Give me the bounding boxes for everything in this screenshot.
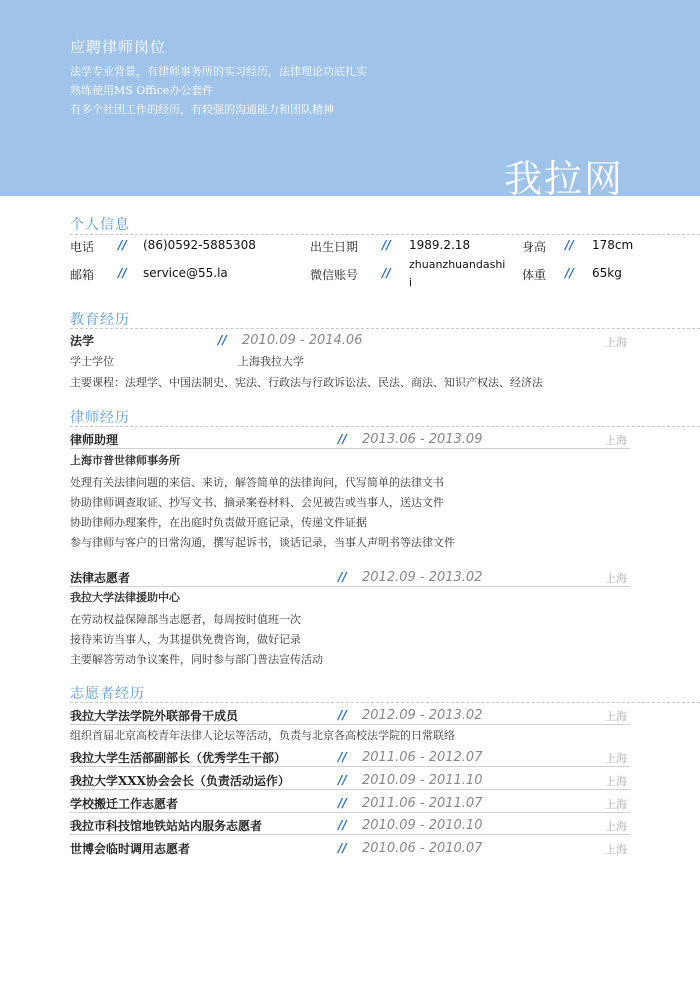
wechat-value: zhuanzhuandashi (409, 258, 506, 271)
volunteer-location: 上海 (605, 775, 627, 788)
section-divider (70, 426, 700, 427)
job-location: 上海 (605, 434, 627, 447)
job-title: 应聘律师岗位 (70, 38, 167, 56)
separator: // (565, 238, 574, 252)
job-duty: 接待来访当事人，为其提供免费咨询，做好记录 (70, 633, 301, 646)
summary-line: 有多个社团工作的经历，有较强的沟通能力和团队精神 (70, 103, 334, 116)
row-underline (70, 834, 630, 835)
separator: // (338, 750, 347, 764)
row-underline (70, 724, 630, 725)
separator: // (338, 818, 347, 832)
volunteer-role: 我拉大学生活部副部长（优秀学生干部） (70, 751, 287, 765)
job-duty: 协助律师调查取证、抄写文书、摘录案卷材料、会见被告或当事人，送达文件 (70, 496, 444, 509)
separator: // (218, 333, 227, 347)
job-duty: 协助律师办理案件，在出庭时负责做开庭记录，传递文件证据 (70, 516, 367, 529)
section-divider (70, 328, 700, 329)
volunteer-location: 上海 (605, 798, 627, 811)
separator: // (565, 266, 574, 280)
volunteer-location: 上海 (605, 820, 627, 833)
phone-value: (86)0592-5885308 (143, 238, 256, 252)
education-location: 上海 (605, 336, 627, 349)
volunteer-desc: 组织首届北京高校青年法律人论坛等活动，负责与北京各高校法学院的日常联络 (70, 729, 455, 742)
wechat-label: 微信账号 (310, 268, 359, 282)
volunteer-date: 2012.09 - 2013.02 (362, 708, 483, 723)
section-divider (70, 702, 700, 703)
separator: // (338, 841, 347, 855)
separator: // (118, 266, 127, 280)
birth-value: 1989.2.18 (409, 238, 471, 252)
volunteer-role: 世博会临时调用志愿者 (70, 842, 191, 856)
phone-label: 电话 (70, 240, 95, 254)
separator: // (338, 432, 347, 446)
brand-logo: 我拉网 (503, 157, 624, 201)
volunteer-date: 2010.09 - 2010.10 (362, 818, 483, 833)
section-title-lawyer: 律师经历 (70, 410, 130, 426)
job-location: 上海 (605, 572, 627, 585)
row-underline (70, 448, 630, 449)
header-banner (0, 0, 700, 201)
height-value: 178cm (592, 238, 634, 252)
separator: // (382, 238, 391, 252)
height-label: 身高 (522, 240, 547, 254)
summary-line: 熟练使用MS Office办公套件 (70, 84, 214, 97)
job-org: 上海市普世律师事务所 (70, 454, 180, 467)
volunteer-location: 上海 (605, 710, 627, 723)
section-title-education: 教育经历 (70, 312, 130, 328)
row-underline (70, 586, 630, 587)
education-degree: 学士学位 (70, 355, 114, 368)
section-divider (70, 234, 700, 235)
separator: // (338, 570, 347, 584)
summary-line: 法学专业背景，有律师事务所的实习经历，法律理论功底扎实 (70, 65, 367, 78)
volunteer-role: 学校搬迁工作志愿者 (70, 797, 179, 811)
job-duty: 在劳动权益保障部当志愿者，每周按时值班一次 (70, 613, 301, 626)
job-role: 法律志愿者 (70, 571, 131, 585)
separator: // (382, 266, 391, 280)
volunteer-role: 我拉大学XXX协会会长（负责活动运作） (70, 774, 290, 788)
row-underline (70, 789, 630, 790)
separator: // (338, 773, 347, 787)
separator: // (118, 238, 127, 252)
section-title-personal: 个人信息 (70, 217, 130, 233)
education-date: 2010.09 - 2014.06 (242, 333, 363, 348)
volunteer-date: 2010.09 - 2011.10 (362, 773, 483, 788)
email-value: service@55.la (143, 266, 228, 280)
job-date: 2012.09 - 2013.02 (362, 570, 483, 585)
row-underline (70, 766, 630, 767)
job-date: 2013.06 - 2013.09 (362, 432, 483, 447)
volunteer-date: 2010.06 - 2010.07 (362, 841, 483, 856)
separator: // (338, 796, 347, 810)
job-duty: 主要解答劳动争议案件，同时参与部门普法宣传活动 (70, 653, 323, 666)
wechat-value-cont: i (409, 276, 413, 289)
volunteer-date: 2011.06 - 2011.07 (362, 796, 483, 811)
education-major: 法学 (70, 334, 95, 348)
job-role: 律师助理 (70, 433, 119, 447)
separator: // (338, 708, 347, 722)
education-courses: 主要课程：法理学、中国法制史、宪法、行政法与行政诉讼法、民法、商法、知识产权法、经济法 (70, 376, 543, 389)
job-duty: 处理有关法律问题的来信、来访，解答简单的法律询问，代写简单的法律文书 (70, 476, 444, 489)
row-underline (70, 812, 630, 813)
section-title-volunteer: 志愿者经历 (70, 686, 145, 702)
email-label: 邮箱 (70, 268, 95, 282)
weight-label: 体重 (522, 268, 547, 282)
weight-value: 65kg (592, 266, 622, 280)
job-org: 我拉大学法律援助中心 (70, 591, 180, 604)
volunteer-location: 上海 (605, 843, 627, 856)
summary (70, 62, 367, 119)
job-duty: 参与律师与客户的日常沟通，撰写起诉书，谈话记录，当事人声明书等法律文件 (70, 536, 455, 549)
volunteer-role: 我拉市科技馆地铁站站内服务志愿者 (70, 819, 263, 833)
volunteer-role: 我拉大学法学院外联部骨干成员 (70, 709, 239, 723)
birth-label: 出生日期 (310, 240, 359, 254)
volunteer-date: 2011.06 - 2012.07 (362, 750, 483, 765)
education-school: 上海我拉大学 (238, 355, 304, 368)
volunteer-location: 上海 (605, 752, 627, 765)
